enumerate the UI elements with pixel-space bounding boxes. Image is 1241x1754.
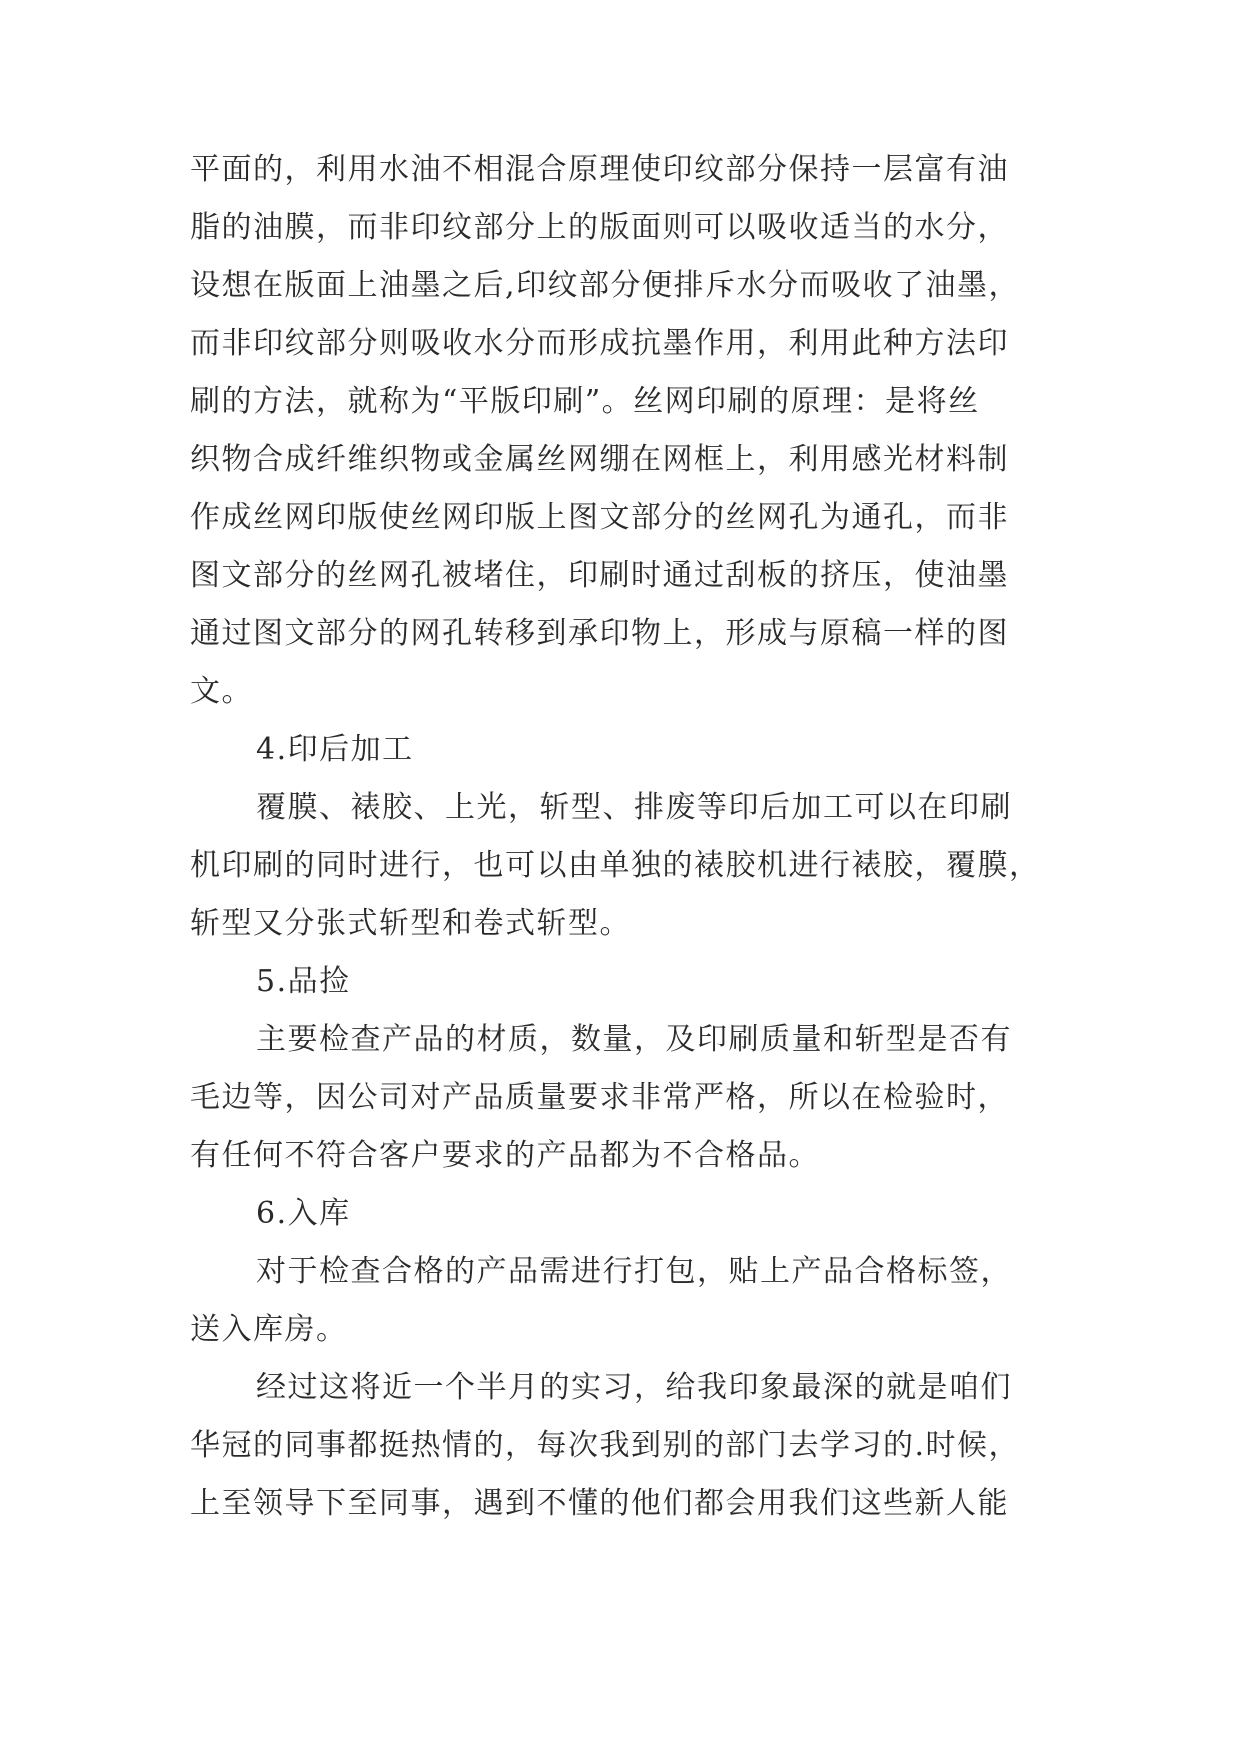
text-line: 通过图文部分的网孔转移到承印物上，形成与原稿一样的图 bbox=[190, 616, 1009, 651]
text-line: 送入库房。 bbox=[190, 1312, 348, 1347]
text-line: 织物合成纤维织物或金属丝网绷在网框上，利用感光材料制 bbox=[190, 442, 1009, 477]
text-line: 机印刷的同时进行，也可以由单独的裱胶机进行裱胶，覆膜， bbox=[190, 848, 1041, 883]
text-line: 脂的油膜，而非印纹部分上的版面则可以吸收适当的水分， bbox=[190, 210, 1009, 245]
text-line: 有任何不符合客户要求的产品都为不合格品。 bbox=[190, 1138, 820, 1173]
text-line: 作成丝网印版使丝网印版上图文部分的丝网孔为通孔，而非 bbox=[190, 500, 1009, 535]
text-line: 覆膜、裱胶、上光，斩型、排废等印后加工可以在印刷 bbox=[256, 790, 1012, 825]
text-line: 而非印纹部分则吸收水分而形成抗墨作用，利用此种方法印 bbox=[190, 326, 1009, 361]
text-line: 设想在版面上油墨之后,印纹部分便排斥水分而吸收了油墨， bbox=[190, 268, 1021, 303]
text-line: 文。 bbox=[190, 674, 253, 709]
section-heading: 5.品捡 bbox=[256, 964, 351, 999]
section-heading: 4.印后加工 bbox=[256, 732, 414, 767]
section-heading: 6.入库 bbox=[256, 1196, 351, 1231]
text-line: 主要检查产品的材质，数量，及印刷质量和斩型是否有 bbox=[256, 1022, 1012, 1057]
text-line: 平面的，利用水油不相混合原理使印纹部分保持一层富有油 bbox=[190, 152, 1009, 187]
text-line: 华冠的同事都挺热情的，每次我到别的部门去学习的.时候， bbox=[190, 1428, 1021, 1463]
text-line: 斩型又分张式斩型和卷式斩型。 bbox=[190, 906, 631, 941]
text-line: 经过这将近一个半月的实习，给我印象最深的就是咱们 bbox=[256, 1370, 1012, 1405]
text-line: 对于检查合格的产品需进行打包，贴上产品合格标签， bbox=[256, 1254, 1012, 1289]
text-line: 上至领导下至同事，遇到不懂的他们都会用我们这些新人能 bbox=[190, 1486, 1009, 1521]
text-line: 刷的方法，就称为“平版印刷”。丝网印刷的原理：是将丝 bbox=[190, 384, 980, 419]
text-line: 图文部分的丝网孔被堵住，印刷时通过刮板的挤压，使油墨 bbox=[190, 558, 1009, 593]
text-line: 毛边等，因公司对产品质量要求非常严格，所以在检验时， bbox=[190, 1080, 1009, 1115]
